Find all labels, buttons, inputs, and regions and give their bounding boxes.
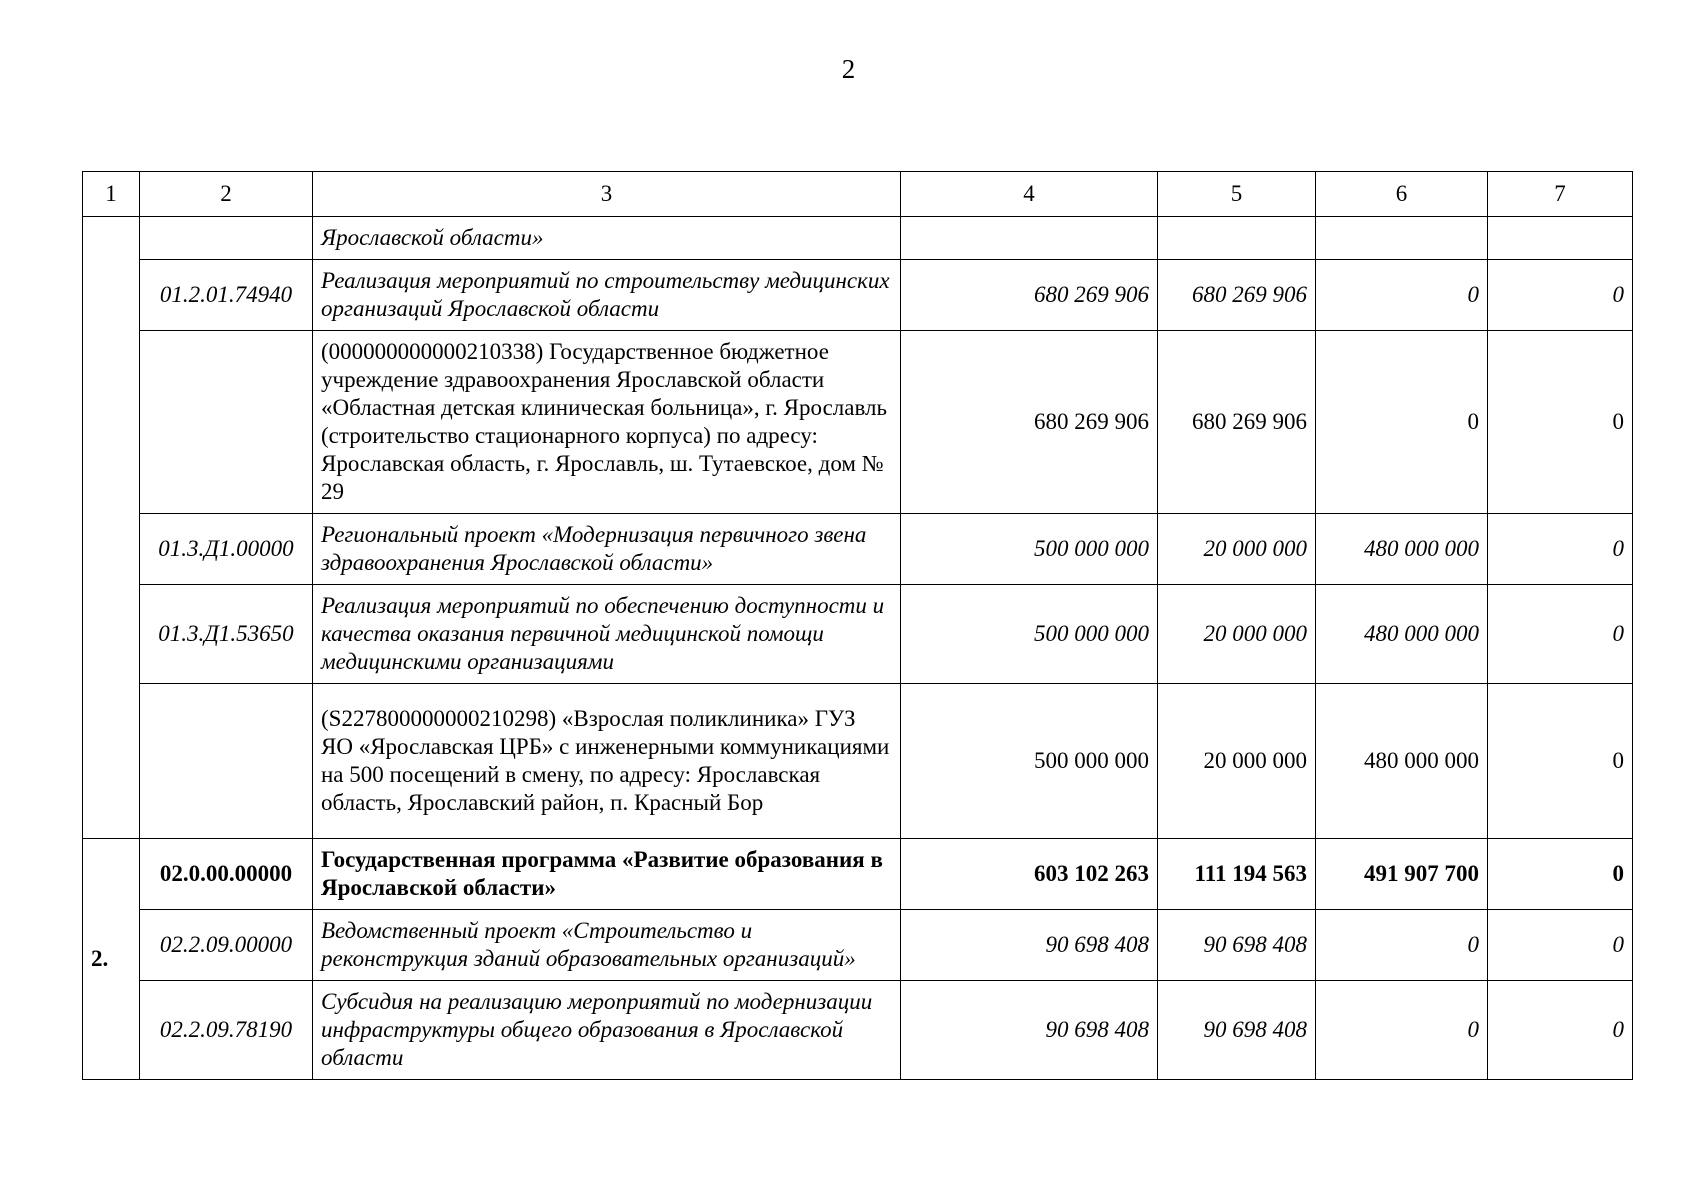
table-row: [83, 910, 1633, 981]
amount-col7-cell: 0: [1488, 514, 1633, 585]
code-cell: 01.3.Д1.00000: [140, 514, 313, 585]
table-row: [83, 585, 1633, 684]
amount-total-cell: 500 000 000: [901, 514, 1158, 585]
table-row: [83, 217, 1633, 260]
name-cell: (S227800000000210298) «Взрослая поликлиника» ГУЗ ЯО «Ярославская ЦРБ» с инженерными коммуникациями на 500 посещений в смену, по адресу: Ярославская область, Ярославский район, п. Красный Бор: [313, 684, 901, 839]
amount-col7-cell: 0: [1488, 260, 1633, 331]
amount-total-cell: 500 000 000: [901, 684, 1158, 839]
amount-col6-cell: 0: [1316, 331, 1488, 514]
name-cell: Субсидия на реализацию мероприятий по модернизации инфраструктуры общего образования в Ярославской области: [313, 981, 901, 1080]
amount-col6-cell: [1316, 217, 1488, 260]
name-cell: Реализация мероприятий по строительству медицинских организаций Ярославской области: [313, 260, 901, 331]
amount-col7-cell: 0: [1488, 839, 1633, 910]
amount-col5-cell: [1158, 217, 1316, 260]
column-header-5: 5: [1158, 172, 1316, 217]
column-header-3: 3: [313, 172, 901, 217]
table-row: [83, 981, 1633, 1080]
amount-col5-cell: 90 698 408: [1158, 981, 1316, 1080]
table-row: [83, 514, 1633, 585]
name-cell: (000000000000210338) Государственное бюджетное учреждение здравоохранения Ярославской области «Областная детская клиническая больница», г. Ярославль (строительство стационарного корпуса) по адресу: Ярославская область, г. Ярославль, ш. Тутаевское, дом № 29: [313, 331, 901, 514]
code-cell: 02.0.00.00000: [140, 839, 313, 910]
amount-total-cell: 90 698 408: [901, 910, 1158, 981]
amount-col7-cell: 0: [1488, 910, 1633, 981]
name-cell: Реализация мероприятий по обеспечению доступности и качества оказания первичной медицинской помощи медицинскими организациями: [313, 585, 901, 684]
amount-col5-cell: 90 698 408: [1158, 910, 1316, 981]
amount-total-cell: 603 102 263: [901, 839, 1158, 910]
amount-total-cell: 90 698 408: [901, 981, 1158, 1080]
amount-col6-cell: 0: [1316, 981, 1488, 1080]
amount-col6-cell: 491 907 700: [1316, 839, 1488, 910]
table-row: [83, 839, 1633, 910]
name-cell: Ярославской области»: [313, 217, 901, 260]
amount-col5-cell: 20 000 000: [1158, 585, 1316, 684]
amount-col6-cell: 480 000 000: [1316, 585, 1488, 684]
amount-total-cell: 500 000 000: [901, 585, 1158, 684]
amount-col7-cell: 0: [1488, 684, 1633, 839]
amount-total-cell: 680 269 906: [901, 331, 1158, 514]
budget-table: [82, 171, 1633, 1080]
amount-col5-cell: 20 000 000: [1158, 514, 1316, 585]
amount-col6-cell: 0: [1316, 910, 1488, 981]
amount-col7-cell: 0: [1488, 331, 1633, 514]
page-number: 2: [841, 54, 856, 84]
amount-col5-cell: 680 269 906: [1158, 331, 1316, 514]
name-cell: Ведомственный проект «Строительство и реконструкция зданий образовательных организаций»: [313, 910, 901, 981]
amount-total-cell: [901, 217, 1158, 260]
code-cell: [140, 684, 313, 839]
row-number-cell: [83, 217, 140, 839]
amount-col5-cell: 111 194 563: [1158, 839, 1316, 910]
column-header-2: 2: [140, 172, 313, 217]
code-cell: [140, 217, 313, 260]
amount-col5-cell: 680 269 906: [1158, 260, 1316, 331]
amount-col7-cell: 0: [1488, 585, 1633, 684]
table-row: [83, 684, 1633, 839]
code-cell: [140, 331, 313, 514]
amount-col5-cell: 20 000 000: [1158, 684, 1316, 839]
header-row: [83, 172, 1633, 217]
name-cell: Государственная программа «Развитие образования в Ярославской области»: [313, 839, 901, 910]
table-row: [83, 331, 1633, 514]
column-header-4: 4: [901, 172, 1158, 217]
code-cell: 02.2.09.78190: [140, 981, 313, 1080]
column-header-1: 1: [83, 172, 140, 217]
amount-col6-cell: 480 000 000: [1316, 514, 1488, 585]
row-number-cell: 2.: [83, 839, 140, 1080]
code-cell: 01.2.01.74940: [140, 260, 313, 331]
code-cell: 02.2.09.00000: [140, 910, 313, 981]
amount-col6-cell: 480 000 000: [1316, 684, 1488, 839]
amount-col7-cell: [1488, 217, 1633, 260]
column-header-6: 6: [1316, 172, 1488, 217]
name-cell: Региональный проект «Модернизация первичного звена здравоохранения Ярославской области»: [313, 514, 901, 585]
table-row: [83, 260, 1633, 331]
amount-col7-cell: 0: [1488, 981, 1633, 1080]
column-header-7: 7: [1488, 172, 1633, 217]
amount-total-cell: 680 269 906: [901, 260, 1158, 331]
code-cell: 01.3.Д1.53650: [140, 585, 313, 684]
amount-col6-cell: 0: [1316, 260, 1488, 331]
